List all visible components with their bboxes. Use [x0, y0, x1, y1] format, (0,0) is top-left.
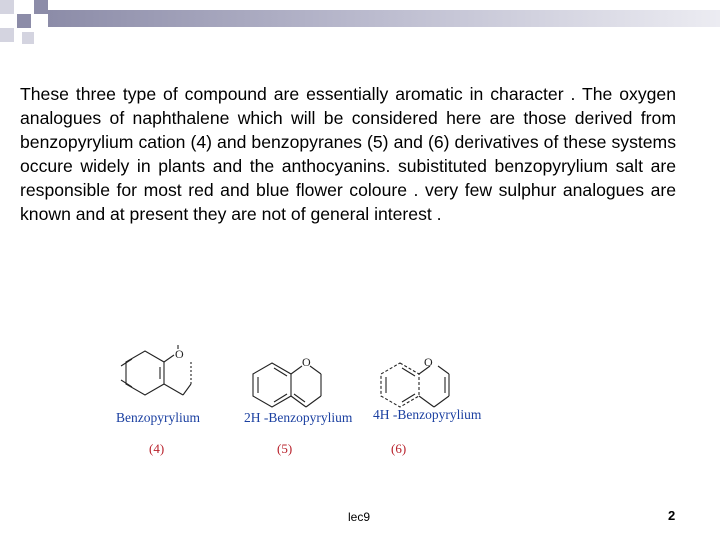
oxygen-atom-label: O [424, 355, 433, 369]
oxygen-atom-label: O [302, 355, 311, 369]
corner-square-bottom [22, 32, 34, 44]
oxygen-atom-label: O [175, 347, 184, 361]
structure-name-6: 4H -Benzopyrylium [373, 407, 482, 422]
structure-number-5: (5) [277, 441, 293, 456]
corner-square-top [34, 0, 48, 14]
structure-number-6: (6) [391, 441, 407, 456]
footer-lecture-label: lec9 [348, 510, 371, 524]
benzopyrylium-structure [112, 345, 202, 405]
corner-square-top-left [0, 0, 14, 14]
page-number: 2 [668, 508, 676, 523]
2h-benzopyrylium-structure [250, 352, 340, 408]
structure-name-5: 2H -Benzopyrylium [244, 410, 353, 425]
header-gradient-bar [48, 10, 720, 27]
corner-square-left [0, 28, 14, 42]
structure-name-4: Benzopyrylium [116, 410, 200, 425]
slide-body-text: These three type of compound are essentially aromatic in character . The oxygen analogues of naphthalene which will be considered here are those derived from benzopyrylium cation (4) and benzopyranes (5) and (6) derivatives of these systems occure widely in plants and the anthocyanins. subistituted benzopyrylium salt are responsible for most red and blue flower coloure . very few sulphur analogues are known and at present they are not of general interest . [20, 84, 676, 224]
corner-square-middle [17, 14, 31, 28]
4h-benzopyrylium-structure [378, 352, 468, 408]
structure-number-4: (4) [149, 441, 165, 456]
